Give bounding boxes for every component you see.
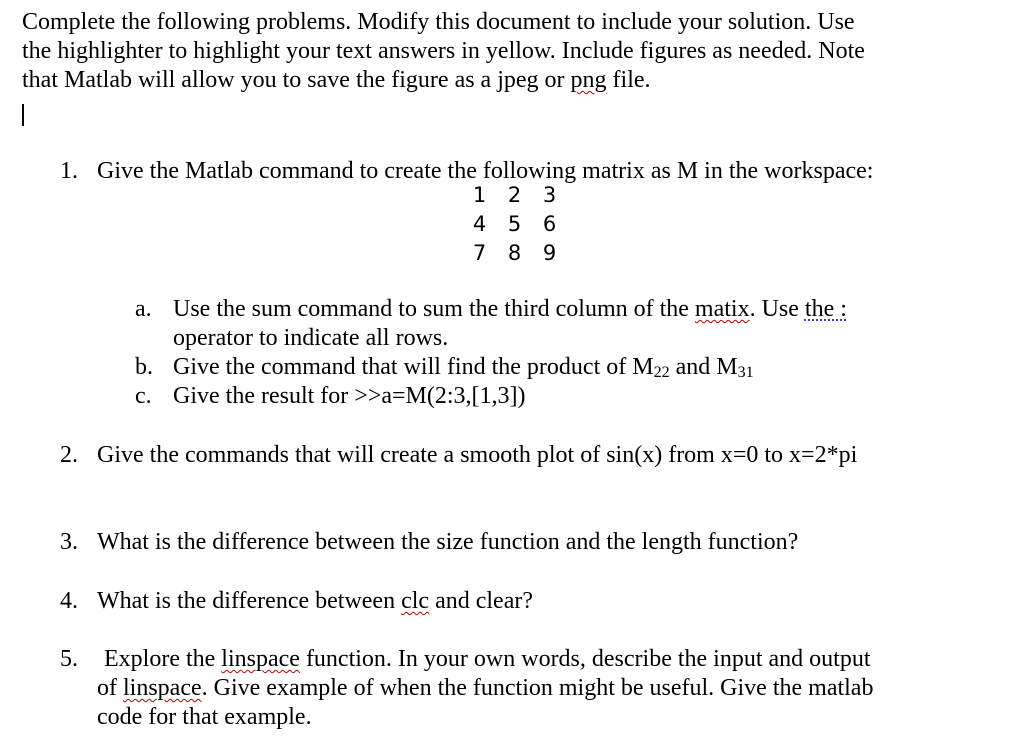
matrix-cell: 1 [472,183,487,207]
q1a-text-mid: . Use [749,296,805,322]
q4-text: What is the difference between [97,588,402,614]
intro-line-3-end: file. [606,67,651,93]
q1b-text: Give the command that will find the product of M [173,354,654,380]
q1a-label: a. [135,296,152,322]
q1b-text-mid: and M [669,354,738,380]
q1c-label: c. [135,383,152,409]
q5-number: 5. [60,646,78,672]
matrix-cell: 9 [542,241,557,265]
text-cursor [22,104,24,126]
q4-line [97,587,533,616]
q5-line-2-text: of [97,675,123,701]
q4-number: 4. [60,588,78,614]
q1c-text: Give the result for >>a=M(2:3,[1,3]) [173,383,526,409]
matrix-row [462,210,567,239]
q1-text: Give the Matlab command to create the following matrix as M in the workspace: [97,158,874,184]
q1b-label: b. [135,354,153,380]
q5-line-1 [104,645,871,674]
subscript-22: 22 [653,364,670,381]
q5-text: Explore the [104,646,222,672]
spellcheck-word-linspace[interactable]: linspace [123,675,202,701]
intro-line-1: Complete the following problems. Modify this document to include your solution. Use [22,9,855,35]
subscript-31: 31 [737,364,754,381]
q5-text-end: function. In your own words, describe the input and output [299,646,871,672]
matrix-cell: 6 [542,212,557,236]
intro-line-2: the highlighter to highlight your text answers in yellow. Include figures as needed. Note [22,38,865,64]
matrix-row [462,181,567,210]
intro-line-3-text: that Matlab will allow you to save the figure as a jpeg or [22,67,571,93]
matrix-cell: 5 [507,212,522,236]
q2-text: Give the commands that will create a smooth plot of sin(x) from x=0 to x=2*pi [97,442,858,468]
q1-number: 1. [60,158,78,184]
spellcheck-word-png[interactable]: png [570,67,607,93]
q3-text: What is the difference between the size function and the length function? [97,529,799,555]
q4-text-end: and clear? [429,588,533,614]
q5-line-2-end: . Give example of when the function might be useful. Give the matlab [201,675,874,701]
q3-number: 3. [60,529,78,555]
spellcheck-word-clc[interactable]: clc [401,588,430,614]
intro-line-3 [22,66,865,95]
matrix-cell: 8 [507,241,522,265]
q1a-line-2: operator to indicate all rows. [173,325,449,351]
matrix-m [462,181,567,268]
intro-paragraph [22,8,865,95]
q1a-text: Use the sum command to sum the third column of the [173,296,695,322]
q5-line-2 [97,674,873,703]
q1a-line-1 [173,295,847,324]
spellcheck-word-linspace[interactable]: linspace [221,646,300,672]
matrix-cell: 2 [507,183,522,207]
matrix-cell: 7 [472,241,487,265]
matrix-cell: 4 [472,212,487,236]
grammar-check-the[interactable]: the : [804,296,847,322]
q1b-line [173,353,754,382]
matrix-cell: 3 [542,183,557,207]
q5-line-3: code for that example. [97,704,312,730]
q2-number: 2. [60,442,78,468]
spellcheck-word-matix[interactable]: matix [694,296,750,322]
matrix-row [462,239,567,268]
